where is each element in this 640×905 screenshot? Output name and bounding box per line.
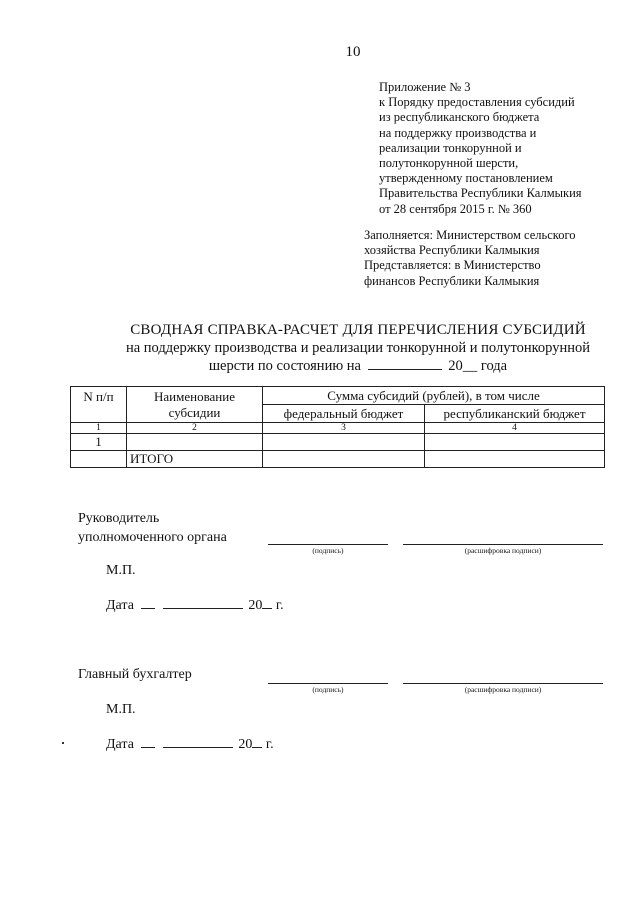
appendix-line: к Порядку предоставления субсидий	[379, 95, 575, 110]
accountant-signature-line[interactable]	[268, 683, 388, 684]
row-number: 1	[71, 434, 127, 451]
title-date-line	[60, 358, 640, 376]
appendix-line: Приложение № 3	[379, 80, 471, 94]
column-number: 2	[127, 423, 263, 434]
appendix-line: Правительства Республики Калмыкия	[379, 186, 582, 201]
scan-speck	[62, 742, 64, 744]
head-title: Руководитель	[78, 511, 160, 526]
subsidy-table	[70, 386, 605, 468]
title-subtitle: на поддержку производства и реализации тонкорунной и полутонкорунной	[125, 340, 591, 356]
table-cell[interactable]	[263, 451, 425, 468]
appendix-line: из республиканского бюджета	[379, 110, 540, 125]
date-blank-field[interactable]	[368, 358, 442, 370]
filled-line: Заполняется: Министерством сельского	[364, 228, 576, 242]
table-cell[interactable]	[425, 451, 605, 468]
date-label: Дата	[106, 737, 134, 752]
title-date-prefix: шерсти по состоянию на	[208, 357, 361, 374]
table-cell[interactable]	[425, 434, 605, 451]
title-date-year: 20__ года	[448, 357, 508, 374]
header-subsidy-sum: Сумма субсидий (рублей), в том числе	[263, 387, 605, 405]
day-blank-field[interactable]	[141, 736, 155, 748]
date-year: 20	[248, 598, 263, 613]
stamp-placeholder: М.П.	[106, 563, 136, 578]
title-main: СВОДНАЯ СПРАВКА-РАСЧЕТ ДЛЯ ПЕРЕЧИСЛЕНИЯ СУБСИДИЙ	[130, 322, 586, 338]
header-number: N п/п	[71, 387, 127, 423]
total-label: ИТОГО	[127, 451, 263, 468]
filled-by-block	[364, 228, 624, 289]
accountant-decoding-line[interactable]	[403, 683, 603, 684]
date-year: 20	[238, 737, 253, 752]
accountant-date-row	[106, 736, 274, 753]
head-signature-label	[78, 509, 227, 547]
appendix-line: реализации тонкорунной и	[379, 140, 522, 155]
date-suffix: г.	[275, 598, 284, 613]
column-number: 1	[71, 423, 127, 434]
appendix-line: полутонкорунной шерсти,	[379, 156, 519, 171]
appendix-line: на поддержку производства и	[379, 125, 537, 140]
year-blank-field[interactable]	[262, 597, 272, 609]
appendix-line: утвержденному постановлением	[379, 171, 553, 186]
month-blank-field[interactable]	[163, 597, 243, 609]
appendix-reference	[379, 80, 629, 217]
table-cell	[71, 451, 127, 468]
header-republic-budget: республиканский бюджет	[425, 405, 605, 423]
decoding-caption: (расшифровка подписи)	[464, 546, 542, 555]
head-signature-line[interactable]	[268, 544, 388, 545]
day-blank-field[interactable]	[141, 597, 155, 609]
signature-caption: (подпись)	[312, 546, 344, 555]
filled-line: Представляется: в Министерство	[364, 258, 541, 273]
date-label: Дата	[106, 598, 134, 613]
head-date-row	[106, 597, 284, 614]
date-suffix: г.	[265, 737, 274, 752]
appendix-line: от 28 сентября 2015 г. № 360	[379, 201, 532, 216]
table-cell[interactable]	[263, 434, 425, 451]
head-body: уполномоченного органа	[78, 530, 227, 545]
header-federal-budget: федеральный бюджет	[263, 405, 425, 423]
decoding-caption: (расшифровка подписи)	[464, 685, 542, 694]
page-number: 10	[345, 44, 361, 60]
head-decoding-line[interactable]	[403, 544, 603, 545]
column-number: 3	[263, 423, 425, 434]
filled-line: финансов Республики Калмыкия	[364, 273, 540, 288]
signature-caption: (подпись)	[312, 685, 344, 694]
month-blank-field[interactable]	[163, 736, 233, 748]
filled-line: хозяйства Республики Калмыкия	[364, 243, 540, 258]
stamp-placeholder: М.П.	[106, 702, 136, 717]
chief-accountant-label: Главный бухгалтер	[78, 667, 192, 682]
header-subsidy-name: Наименование субсидии	[127, 387, 263, 423]
document-title	[60, 321, 640, 375]
column-number: 4	[425, 423, 605, 434]
table-cell[interactable]	[127, 434, 263, 451]
year-blank-field[interactable]	[252, 736, 262, 748]
